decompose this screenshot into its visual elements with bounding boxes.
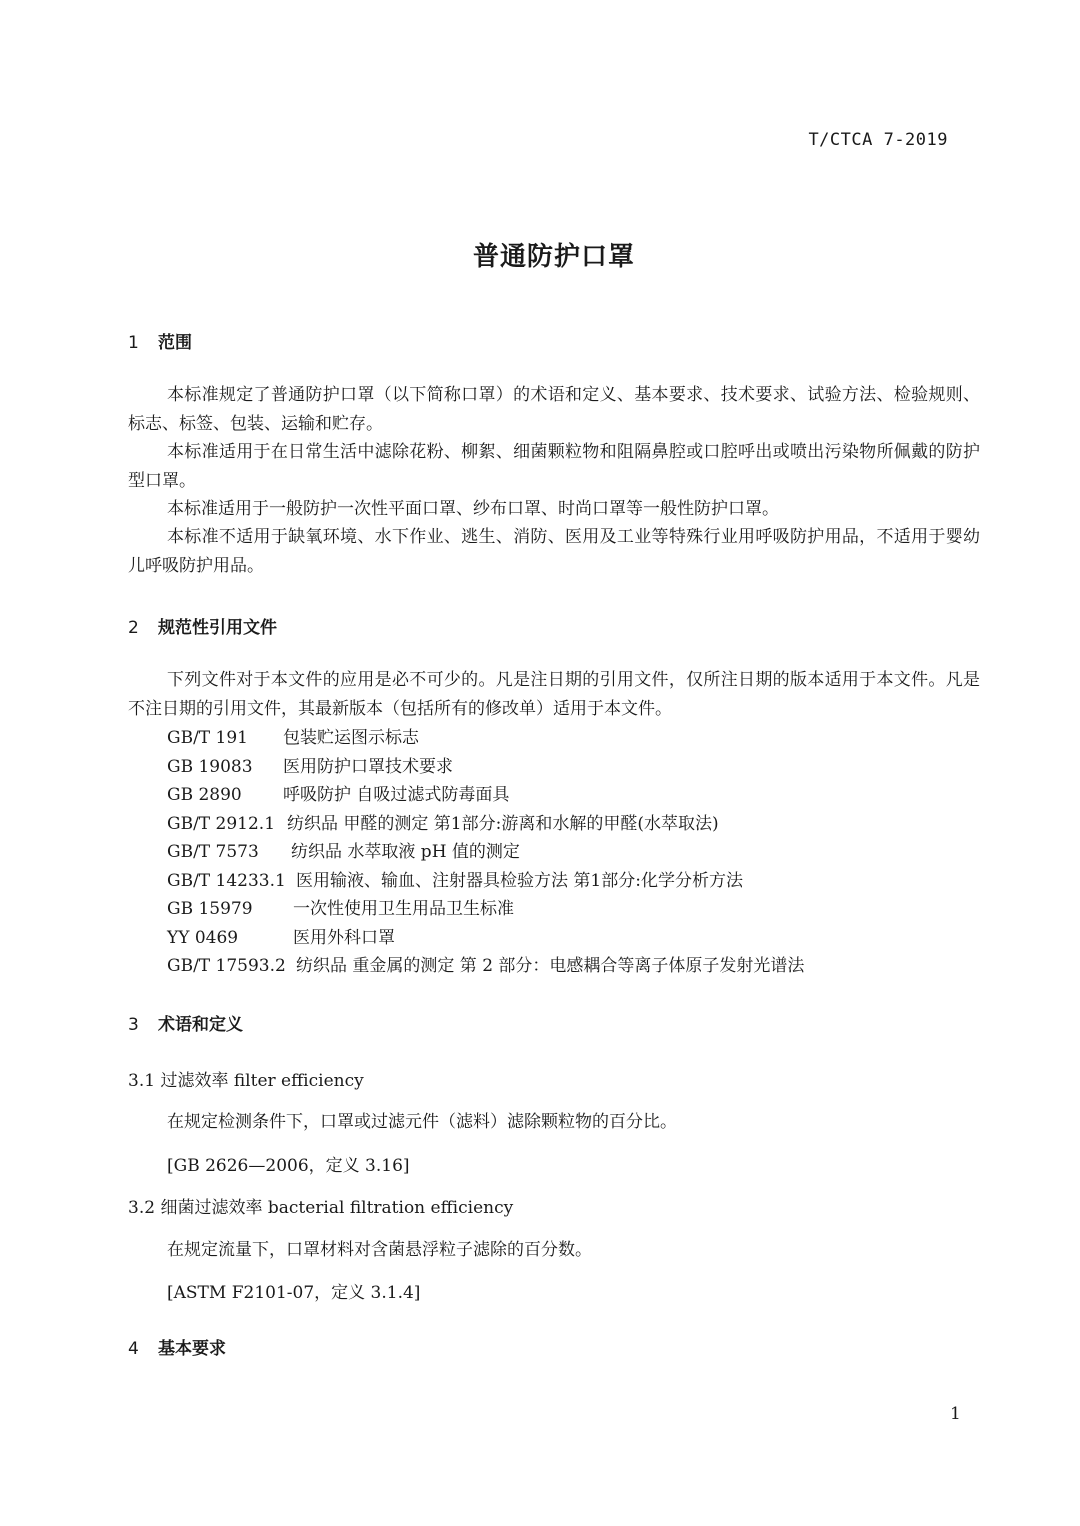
reference-title: 纺织品 重金属的测定 第 2 部分：电感耦合等离子体原子发射光谱法 — [296, 956, 805, 976]
reference-title: 医用外科口罩 — [293, 927, 395, 948]
section-2-heading — [128, 613, 277, 638]
term-source: [ASTM F2101-07，定义 3.1.4] — [167, 1283, 421, 1303]
reference-code: GB 2890 — [167, 785, 242, 805]
reference-code: GB 15979 — [167, 899, 253, 919]
reference-code: GB/T 14233.1 — [167, 870, 286, 891]
term-definition: 在规定流量下，口罩材料对含菌悬浮粒子滤除的百分数。 — [167, 1240, 592, 1260]
reference-item — [167, 952, 804, 981]
reference-list — [167, 724, 804, 981]
scope-paragraph: 本标准适用于一般防护一次性平面口罩、纱布口罩、时尚口罩等一般性防护口罩。 — [167, 499, 779, 519]
section-title: 术语和定义 — [158, 1015, 243, 1035]
term-heading: 3.2 细菌过滤效率 bacterial filtration efficiency — [128, 1198, 514, 1218]
reference-code: GB/T 2912.1 — [167, 813, 276, 834]
reference-title: 呼吸防护 自吸过滤式防毒面具 — [283, 785, 510, 805]
reference-code: GB/T 17593.2 — [167, 956, 286, 976]
reference-code: GB/T 191 — [167, 728, 248, 748]
reference-title: 纺织品 水萃取液 pH 值的测定 — [291, 842, 520, 862]
reference-item — [167, 867, 804, 896]
reference-title: 医用防护口罩技术要求 — [283, 756, 453, 777]
page-number: 1 — [950, 1404, 961, 1424]
section-number: 2 — [128, 618, 139, 638]
reference-item — [167, 838, 804, 867]
section-number: 1 — [128, 333, 139, 353]
reference-item — [167, 753, 804, 782]
section-title: 基本要求 — [158, 1339, 226, 1359]
references-intro: 下列文件对于本文件的应用是必不可少的。凡是注日期的引用文件，仅所注日期的版本适用于本文件。凡是不注日期的引用文件，其最新版本（包括所有的修改单）适用于本文件。 — [128, 670, 980, 719]
section-1-heading — [128, 328, 192, 353]
scope-paragraph: 本标准不适用于缺氧环境、水下作业、逃生、消防、医用及工业等特殊行业用呼吸防护用品，不适用于婴幼儿呼吸防护用品。 — [128, 527, 980, 576]
reference-item — [167, 781, 804, 810]
reference-title: 医用输液、输血、注射器具检验方法 第1部分:化学分析方法 — [296, 870, 743, 891]
section-number: 4 — [128, 1339, 139, 1359]
term-heading: 3.1 过滤效率 filter efficiency — [128, 1071, 364, 1091]
reference-item — [167, 724, 804, 753]
reference-code: GB 19083 — [167, 756, 253, 777]
reference-item — [167, 810, 804, 839]
reference-code: GB/T 7573 — [167, 842, 259, 862]
section-4-heading — [128, 1334, 226, 1359]
standard-code: T/CTCA 7-2019 — [808, 130, 948, 150]
section-title: 规范性引用文件 — [158, 618, 277, 638]
reference-title: 包装贮运图示标志 — [283, 728, 419, 748]
section-3-heading — [128, 1010, 243, 1035]
section-number: 3 — [128, 1015, 139, 1035]
section-title: 范围 — [158, 333, 192, 353]
reference-title: 一次性使用卫生用品卫生标准 — [293, 899, 514, 919]
document-title: 普通防护口罩 — [472, 242, 635, 272]
reference-code: YY 0469 — [167, 927, 239, 948]
reference-title: 纺织品 甲醛的测定 第1部分:游离和水解的甲醛(水萃取法) — [287, 813, 719, 834]
term-definition: 在规定检测条件下，口罩或过滤元件（滤料）滤除颗粒物的百分比。 — [167, 1112, 677, 1132]
term-source: [GB 2626—2006，定义 3.16] — [167, 1156, 410, 1176]
scope-paragraph: 本标准规定了普通防护口罩（以下简称口罩）的术语和定义、基本要求、技术要求、试验方法、检验规则、标志、标签、包装、运输和贮存。 — [128, 385, 980, 434]
reference-item — [167, 924, 804, 953]
reference-item — [167, 895, 804, 924]
scope-paragraph: 本标准适用于在日常生活中滤除花粉、柳絮、细菌颗粒物和阻隔鼻腔或口腔呼出或喷出污染物所佩戴的防护型口罩。 — [128, 442, 980, 491]
